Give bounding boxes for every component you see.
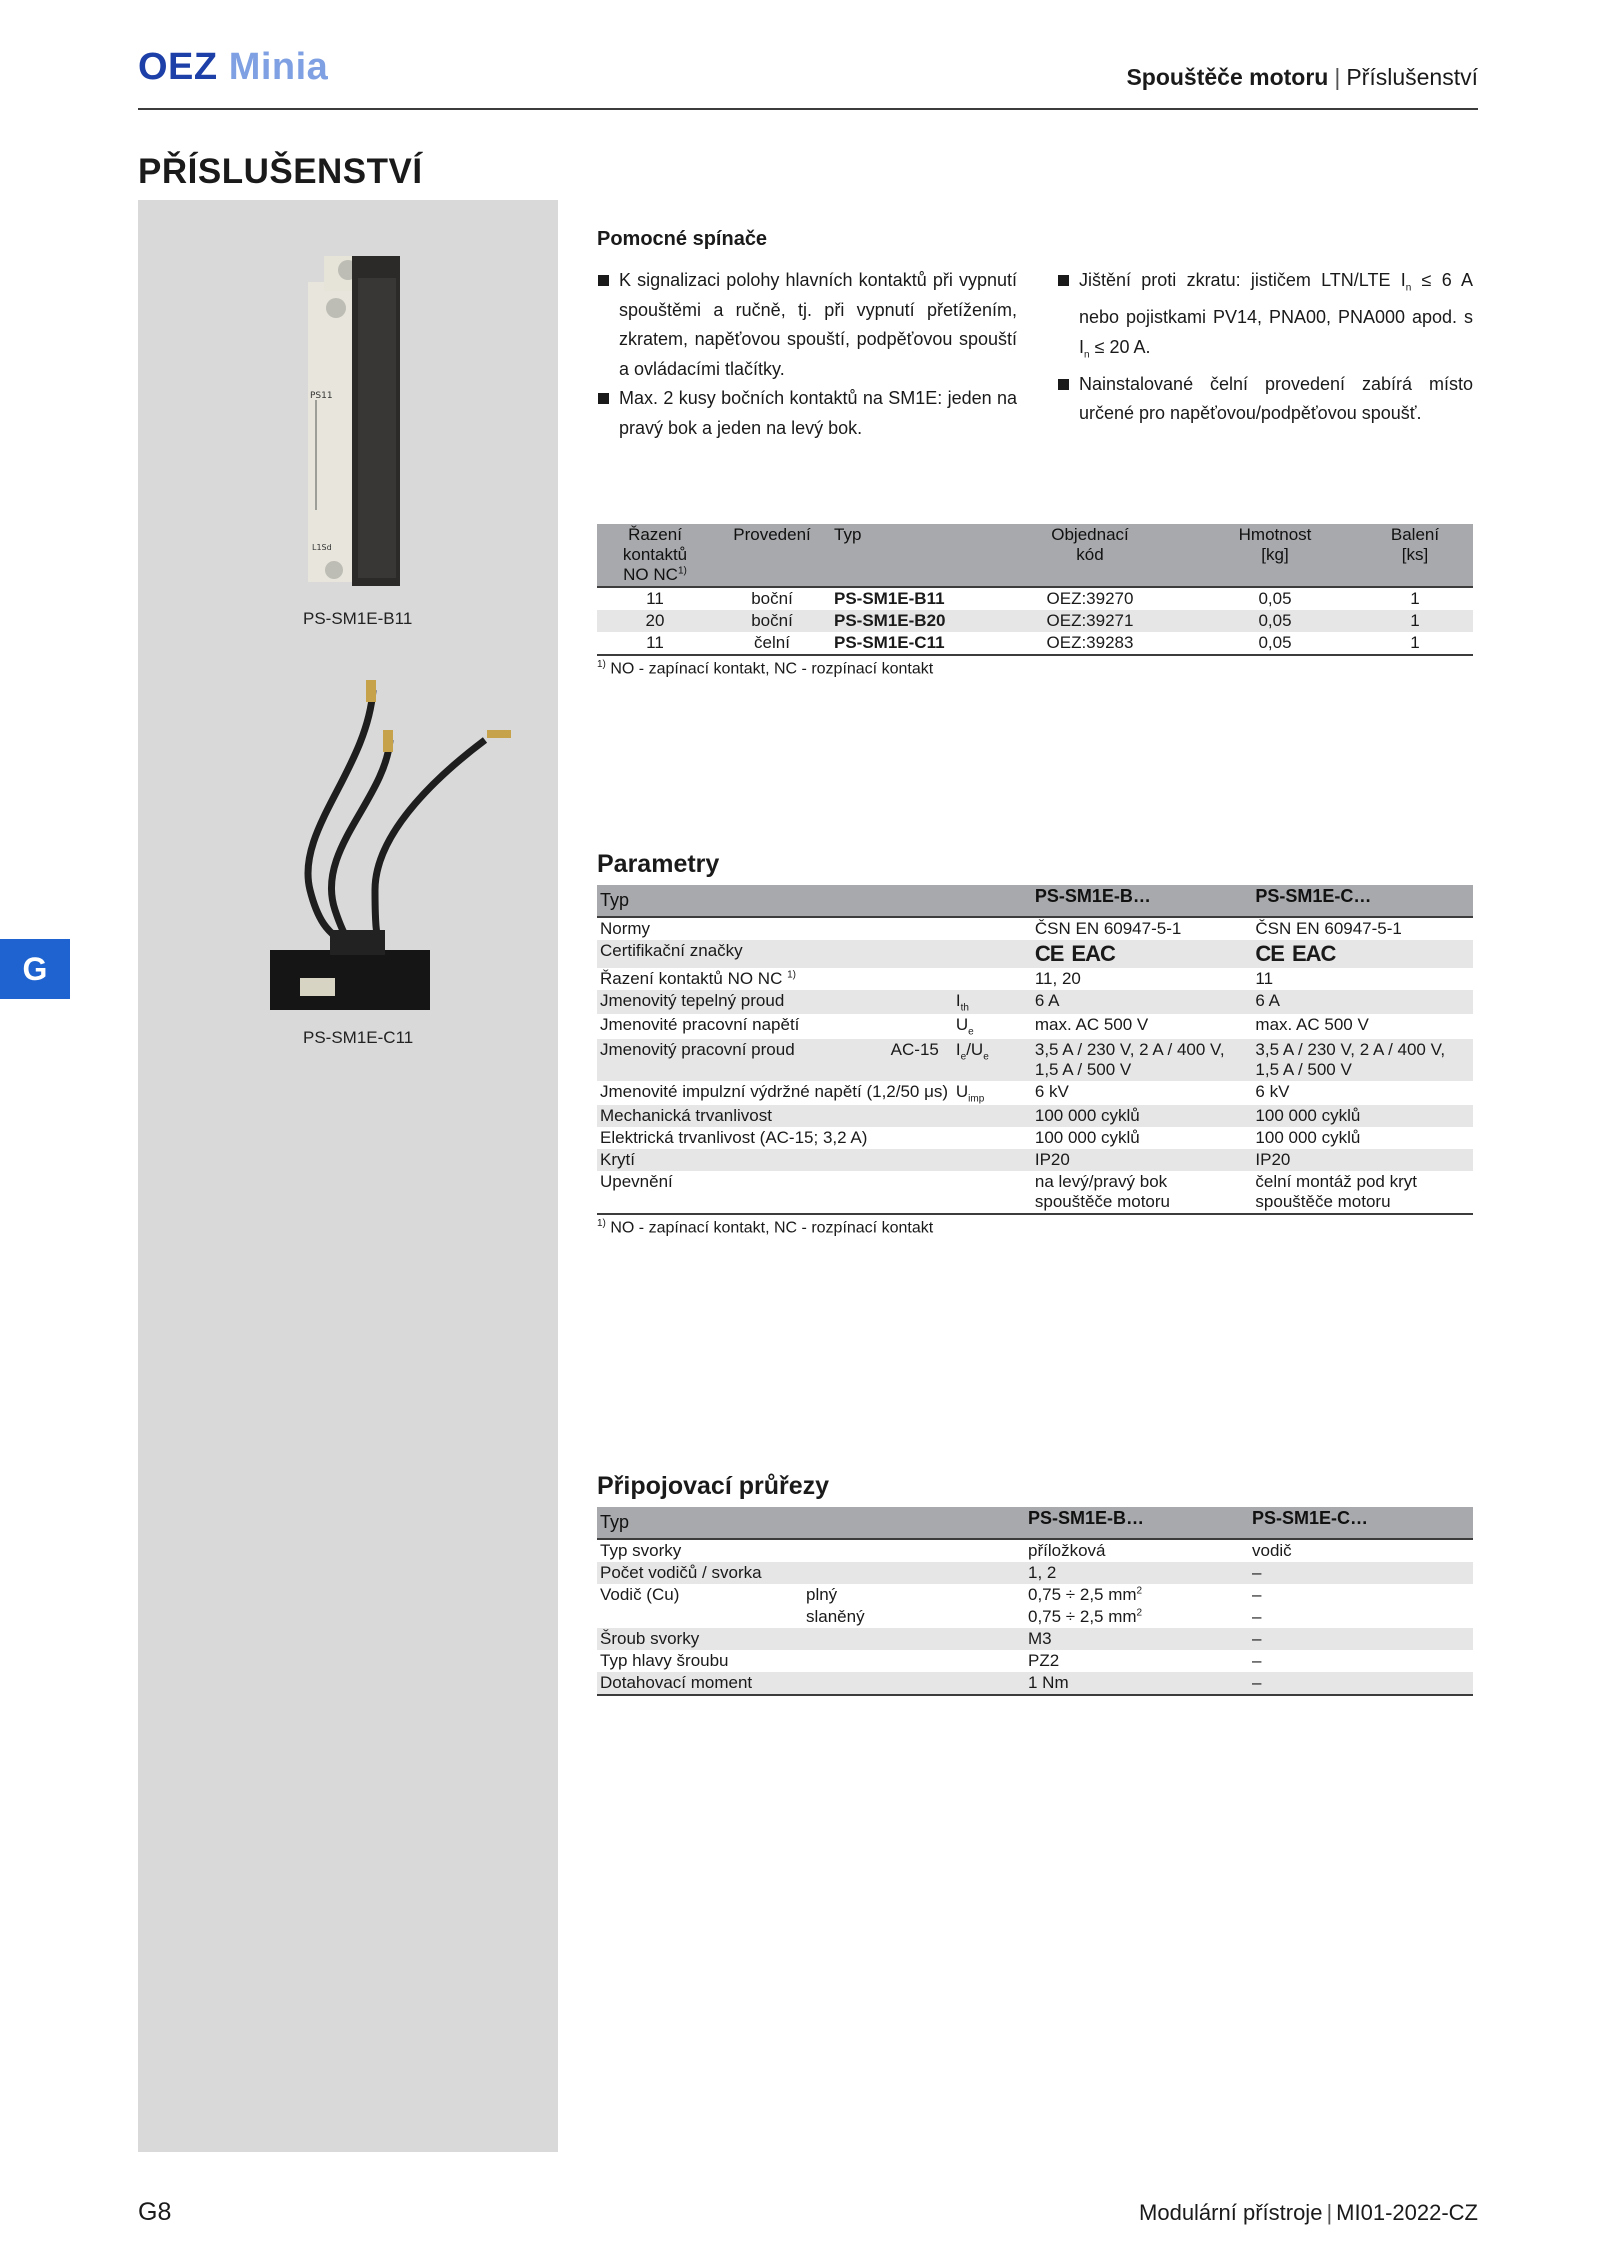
footer-doc: Modulární přístroje [1139, 2200, 1323, 2225]
list-item: Nainstalované čelní provedení zabírá místo určené pro napěťovou/podpěťovou spoušť. [1057, 370, 1473, 429]
table-row: Typ hlavy šroubu PZ2 – [600, 1651, 1262, 1670]
aux-section-title-wrap [597, 228, 1473, 251]
header-divider [138, 108, 1478, 110]
brand-logo [138, 46, 328, 89]
aux-bullets-col1 [597, 266, 1017, 443]
logo-brand: OEZ [138, 46, 218, 88]
order-table-wrap [597, 524, 1473, 678]
col-header: Balení [ks] [1390, 525, 1440, 564]
breadcrumb: Spouštěče motoru | Příslušenství [1126, 64, 1478, 90]
table-row: Typ svorky příložková vodič [597, 1539, 1473, 1562]
table-row: Počet vodičů / svorka 1, 2 – [597, 1562, 1473, 1584]
table-row: Jmenovitý pracovní proud AC-15 $I_e/U_e$ 3,5 A / 230 V, 2 A / 400 V, 1,5 A / 500 V 3,5 A / 230 V, 2 A / 400 V, 1,5 A / 500 V [597, 1039, 1473, 1081]
conn-title: Připojovací průřezy [597, 1472, 830, 1500]
auxiliary-contact-block-photo [296, 250, 406, 595]
params-footnote: $^{1)}$ NO - zapínací kontakt, NC - rozpínací kontakt [597, 1218, 934, 1237]
table-row: Elektrická trvanlivost (AC-15; 3,2 A) 100 000 cyklů 100 000 cyklů [600, 1128, 1361, 1148]
logo-product: Minia [228, 46, 329, 88]
aux-bullets-col2 [1057, 266, 1473, 429]
page-title: PŘÍSLUŠENSTVÍ [138, 152, 423, 191]
front-auxiliary-contact-photo [255, 680, 515, 1020]
params-section [597, 850, 1473, 1238]
breadcrumb-section: Spouštěče motoru [1126, 64, 1329, 90]
table-row: 11 boční PS-SM1E-B11 OEZ:39270 0,05 1 [597, 587, 1473, 610]
table-row: Šroub svorky M3 – [597, 1628, 1473, 1650]
image-caption-c11: PS-SM1E-C11 [303, 1028, 414, 1047]
ce-eac-mark-icon: CE EAC [1034, 941, 1115, 966]
aux-section-title: Pomocné spínače [597, 228, 768, 250]
col-header: Provedení [733, 525, 811, 544]
chapter-tab: G [0, 939, 70, 999]
table-header-row [597, 524, 1473, 587]
col-header: Objednací kód [1051, 525, 1129, 564]
svg-text:PS11: PS11 [310, 391, 333, 401]
table-row: Normy ČSN EN 60947-5-1 ČSN EN 60947-5-1 [597, 917, 1473, 940]
conn-section [597, 1472, 1473, 1696]
table-row: Upevnění na levý/pravý bok spouštěče motoru čelní montáž pod kryt spouštěče motoru [597, 1171, 1473, 1214]
image-caption-b11: PS-SM1E-B11 [303, 609, 413, 628]
table-row: Dotahovací moment 1 Nm – [597, 1672, 1473, 1695]
table-row: 11 čelní PS-SM1E-C11 OEZ:39283 0,05 1 [597, 632, 1473, 655]
footer-doc-info: Modulární přístroje | MI01-2022-CZ [1139, 2200, 1478, 2225]
params-title: Parametry [597, 850, 720, 878]
order-table [597, 524, 1473, 656]
table-header-row: Typ PS-SM1E-B… PS-SM1E-C… [597, 885, 1473, 917]
col-header: Typ [834, 525, 862, 544]
table-row: Mechanická trvanlivost 100 000 cyklů 100 000 cyklů [597, 1105, 1473, 1127]
table-row: Jmenovité impulzní výdržné napětí (1,2/50 μs) $U_{imp}$ 6 kV 6 kV [600, 1081, 1290, 1105]
table-row: Krytí IP20 IP20 [597, 1149, 1473, 1171]
footer-code: MI01-2022-CZ [1336, 2200, 1478, 2225]
params-table [597, 885, 1473, 1215]
breadcrumb-subsection: Příslušenství [1346, 64, 1478, 90]
table-row: Řazení kontaktů NO NC $^{1)}$ 11, 20 11 [600, 969, 1274, 988]
col-header: Řazení kontaktů NO NC$^{1)}$ [622, 525, 688, 584]
table-row: Jmenovité pracovní napětí $U_e$ max. AC 500 V max. AC 500 V [600, 1015, 1369, 1038]
table-row: 20 boční PS-SM1E-B20 OEZ:39271 0,05 1 [597, 610, 1473, 632]
ce-eac-mark-icon: CE EAC [1255, 941, 1336, 966]
table-row: Vodič (Cu) plný 0,75 ÷ 2,5 $mm^2$ – [600, 1585, 1262, 1604]
list-item: Jištění proti zkratu: jističem LTN/LTE $I_n \le 6$ A nebo pojistkami PV14, PNA00, PNA000 apod. s $I_n \le 20$ A. [1057, 266, 1473, 370]
table-row: Jmenovitý tepelný proud $I_{th}$ 6 A 6 A [597, 990, 1473, 1014]
table-row: slaněný 0,75 ÷ 2,5 $mm^2$ – [806, 1607, 1262, 1626]
list-item: Max. 2 kusy bočních kontaktů na SM1E: jeden na pravý bok a jeden na levý bok. [597, 384, 1017, 443]
table-row: Certifikační značky CE EAC CE EAC [597, 940, 1473, 968]
order-footnote: $^{1)}$ NO - zapínací kontakt, NC - rozpínací kontakt [597, 659, 934, 678]
svg-text:L1Sd: L1Sd [312, 543, 332, 552]
list-item: K signalizaci polohy hlavních kontaktů při vypnutí spouštěmi a ručně, tj. při vypnutí přetížením, zkratem, napěťovou spouští, podpěťovou spouští a ovládacími tlačítky. [597, 266, 1017, 384]
page-number: G8 [138, 2198, 172, 2226]
table-header-row: Typ PS-SM1E-B… PS-SM1E-C… [597, 1507, 1473, 1539]
conn-table [597, 1507, 1473, 1696]
col-header: Hmotnost [kg] [1238, 525, 1312, 564]
